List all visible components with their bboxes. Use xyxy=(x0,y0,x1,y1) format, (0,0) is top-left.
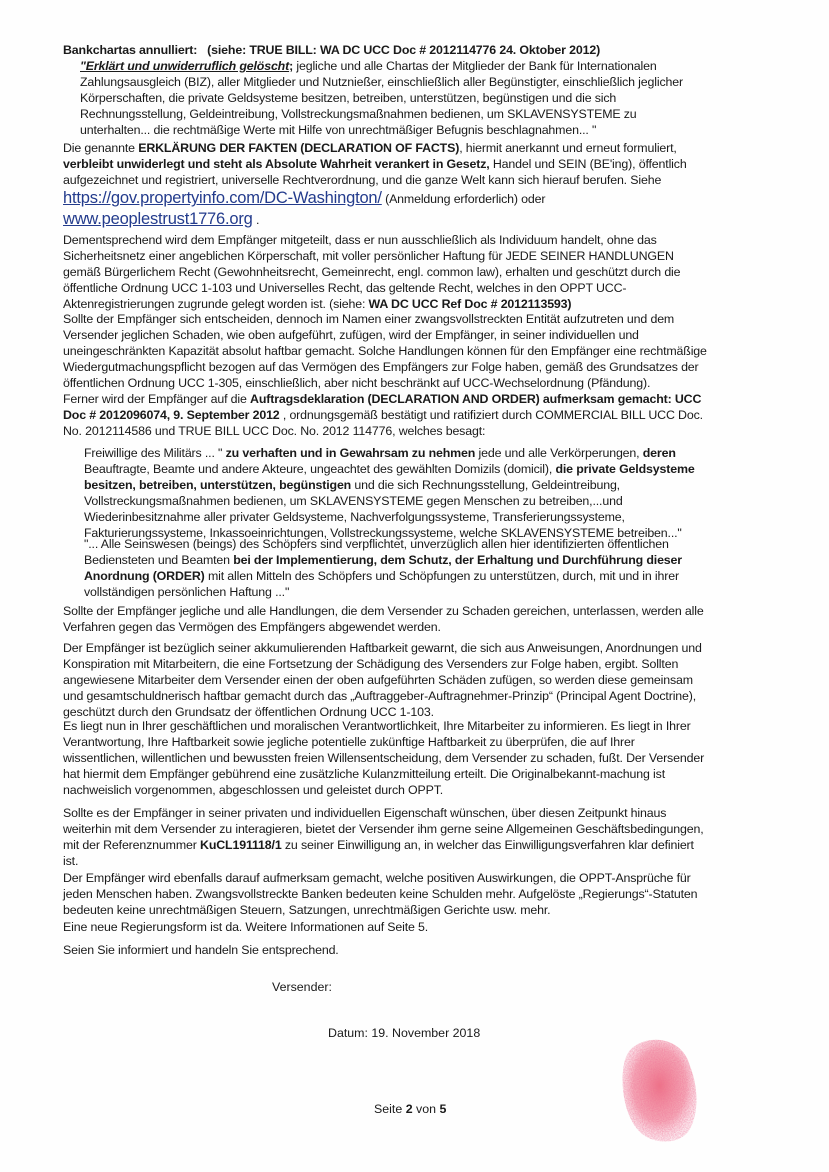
text: wissentlichen, willentlichen und bewussten freien Willensentscheidung, dem Versender zu schaden, fußt. Der Versender xyxy=(63,751,705,766)
page-footer xyxy=(374,1102,446,1116)
reference-number: KuCL191118/1 xyxy=(200,838,282,853)
text: gemäß Bürgerlichem Recht (Gewohnheitsrecht, Gemeinrecht, engl. common law), erhalten und geschützt durch die xyxy=(63,265,681,280)
text: Sollte der Empfänger sich entscheiden, dennoch im Namen einer zwangsvollstreckten Entität aufzutreten und dem xyxy=(63,312,675,326)
quote-all-beings xyxy=(84,536,764,600)
page-current: 2 xyxy=(405,1102,413,1116)
text: angewiesene Mitarbeiter dem Versender einen der oben aufgeführten Schäden zufügen, so werden diese gemeinsam xyxy=(63,673,693,688)
paragraph-be-informed: Seien Sie informiert und handeln Sie entsprechend. xyxy=(63,943,339,957)
text: Dementsprechend wird dem Empfänger mitgeteilt, dass er nun ausschließlich als Individuum handelt, ohne das xyxy=(63,233,657,247)
text: Beauftragte, Beamte und andere Akteure, ungeachtet des gewählten Domizils (domicil), xyxy=(84,462,556,477)
bold-text: Auftragsdeklaration (DECLARATION AND ORDER) aufmerksam gemacht: UCC xyxy=(250,392,702,406)
paragraph-declaration-and-order xyxy=(63,391,768,439)
bold-text: Anordnung (ORDER) xyxy=(84,569,205,584)
text: Wiederinbesitznahme aller privater Geldsysteme, Nachverfolgungssysteme, Transferierungssysteme, xyxy=(84,510,625,525)
fingerprint-icon xyxy=(618,1036,700,1146)
quote-line: Körperschaften, die private Geldsysteme besitzen, betreiben, unterstützen, begünstigen und die sich xyxy=(80,91,617,106)
page-total: 5 xyxy=(439,1102,447,1116)
text: (Anmeldung erforderlich) oder xyxy=(381,192,546,207)
paragraph-declaration-of-facts xyxy=(63,140,768,230)
quote-line: Zahlungsausgleich (BIZ), aller Mitglieder und Nutznießer, einschließlich aller Begünstigter, einschließlich jeglicher xyxy=(80,75,683,90)
text: Sicherheitsnetz einer angeblichen Körperschaft, mit voller persönlicher Haftung für JEDE SEINER HANDLUNGEN xyxy=(63,249,674,264)
text: uneingeschränkten Kapazität absolut haftbar gemacht. Solche Handlungen können für den Empfänger eine rechtmäßige xyxy=(63,344,707,359)
paragraph-new-government: Eine neue Regierungsform ist da. Weitere Informationen auf Seite 5. xyxy=(63,920,429,934)
text: , ordnungsgemäß bestätigt und ratifiziert durch COMMERCIAL BILL UCC Doc. xyxy=(279,408,703,423)
bold-text: verbleibt unwiderlegt und steht als Absolute Wahrheit verankert in Gesetz, xyxy=(63,157,490,172)
bold-text: zu verhaften und in Gewahrsam zu nehmen xyxy=(225,446,476,460)
text: Handel und SEIN (BE'ing), öffentlich xyxy=(489,157,687,172)
text: Verantwortung, Ihre Haftbarkeit sowie jegliche potentielle zukünftige Haftbarkeit zu überprüfen, die auf Ihrer xyxy=(63,735,635,750)
paragraph-accumulating-liability xyxy=(63,640,768,720)
paragraph-oppt-effects xyxy=(63,870,768,918)
text: bedeuten keine unrechtmäßigen Steuern, Satzungen, unrechtmäßigen Gerichte usw. mehr. xyxy=(63,903,551,918)
text: Der Empfänger wird ebenfalls darauf aufmerksam gemacht, welche positiven Auswirkungen, die OPPT-Ansprüche für xyxy=(63,871,691,885)
link-propertyinfo[interactable]: https://gov.propertyinfo.com/DC-Washington/ xyxy=(63,189,382,208)
text: vollständigen persönlichen Haftung ..." xyxy=(84,585,290,600)
quote-line: jegliche und alle Chartas der Mitglieder der Bank für Internationalen xyxy=(293,59,657,73)
paragraph-omit-actions xyxy=(63,603,768,635)
text: und gesamtschuldnerisch haftbar gemacht durch das „Auftraggeber-Auftragnehmer-Prinzip“ (Principal Agent Doctrine), xyxy=(63,689,697,704)
text: Sollte der Empfänger jegliche und alle Handlungen, die dem Versender zu Schaden gereichen, unterlassen, werden alle xyxy=(63,604,704,618)
text: und die sich Rechnungsstellung, Geldeintreibung, xyxy=(351,478,620,493)
text: geschützt durch den Grundsatz der öffentlichen Ordnung UCC 1-103. xyxy=(63,705,434,720)
quote-line: Rechnungsstellung, Geldeintreibung, Vollstreckungsmaßnahmen bedienen, um SKLAVENSYSTEME zu xyxy=(80,107,637,122)
paragraph-consent xyxy=(63,805,768,869)
text: zu seiner Einwilligung an, in welcher das Einwilligungsverfahren klar definiert xyxy=(281,838,694,853)
text: ist. xyxy=(63,854,79,869)
text: . xyxy=(252,213,260,228)
heading-reference: (siehe: TRUE BILL: WA DC UCC Doc # 2012114776 24. Oktober 2012) xyxy=(207,43,601,57)
text: Versender jeglichen Schaden, wie oben aufgeführt, zufügen, wird der Empfänger, in seiner individuellen und xyxy=(63,328,639,343)
of-word: von xyxy=(412,1102,440,1116)
text: öffentlichen Ordnung UCC 1-305, einschließlich, aber nicht beschränkt auf UCC-Wechselordnung (Pfändung). xyxy=(63,376,651,391)
text: Wiedergutmachungspflicht bezogen auf das Vermögen des Empfängers zur Folge haben, gemäß des Grundsatzes der xyxy=(63,360,699,375)
text: Aktenregistrierungen zugrunde gelegt worden ist. (siehe: xyxy=(63,297,369,312)
bold-text: WA DC UCC Ref Doc # 2012113593) xyxy=(368,297,572,312)
paragraph-individual-liability xyxy=(63,232,768,312)
bold-text: deren xyxy=(642,446,676,460)
text: mit allen Mitteln des Schöpfers und Schöpfungen zu unterstützen, durch, mit und in ihrer xyxy=(204,569,679,584)
text: öffentliche Ordnung UCC 1-103 und Universelles Recht, das geltende Recht, welches in den OPPT UCC- xyxy=(63,281,627,296)
text: Sollte es der Empfänger in seiner privaten und individuellen Eigenschaft wünschen, über diesen Zeitpunkt hinaus xyxy=(63,806,667,820)
quote-line: unterhalten... die rechtmäßige Werte mit Hilfe von unrechtmäßiger Befugnis beschlagnahmen... " xyxy=(80,123,597,138)
text: jeden Menschen haben. Zwangsvollstreckte Banken bedeuten keine Schulden mehr. Aufgelöste „Regierungs“-Statuten xyxy=(63,887,698,902)
text: weiterhin mit dem Versender zu interagieren, bietet der Versender ihm gerne seine Allgemeinen Geschäftsbedingungen, xyxy=(63,822,704,837)
bank-charters-heading xyxy=(63,42,768,58)
text: aufgezeichnet und registriert, universelle Rechtverordnung, und die ganze Welt kann sich hierauf berufen. Siehe xyxy=(63,173,662,188)
link-peoplestrust[interactable]: www.peoplestrust1776.org xyxy=(63,210,253,229)
quote-emphasis: "Erklärt und unwiderruflich gelöscht xyxy=(80,59,290,73)
text: No. 2012114586 und TRUE BILL UCC Doc. No. 2012 114776, welches besagt: xyxy=(63,424,486,439)
fingerprint-texture xyxy=(623,1040,697,1142)
text: Verfahren gegen das Vermögen des Empfängers abgewendet werden. xyxy=(63,620,441,635)
paragraph-responsibility xyxy=(63,718,768,798)
paragraph-foreclosed-entity xyxy=(63,311,768,391)
text: Es liegt nun in Ihrer geschäftlichen und moralischen Verantwortlichkeit, Ihre Mitarbeiter zu informieren. Es liegt in Ihrer xyxy=(63,719,691,733)
page-word: Seite xyxy=(374,1102,406,1116)
quote-semicolon: ; xyxy=(289,59,294,73)
text: nachweislich vorgenommen, abgeschlossen und geleistet durch OPPT. xyxy=(63,783,444,798)
text: Freiwillige des Militärs ... " xyxy=(84,446,226,460)
text: Vollstreckungsmaßnahmen bedienen, um SKLAVENSYSTEME gegen Menschen zu betreiben,...und xyxy=(84,494,623,509)
text: hat hiermit dem Empfänger gebührend eine zusätzliche Kulanzmitteilung erteilt. Die Originalbekannt-machung ist xyxy=(63,767,665,782)
quote-bis-charters xyxy=(80,58,770,138)
bold-text: bei der Implementierung, dem Schutz, der Erhaltung und Durchführung dieser xyxy=(233,553,682,568)
text: Die genannte xyxy=(63,141,139,155)
text: Bediensteten und Beamten xyxy=(84,553,234,568)
bold-text: die private Geldsysteme xyxy=(555,462,695,477)
heading-label: Bankchartas annulliert: xyxy=(63,43,198,57)
text: Ferner wird der Empfänger auf die xyxy=(63,392,251,406)
bold-text: Doc # 2012096074, 9. September 2012 xyxy=(63,408,280,423)
bold-text: ERKLÄRUNG DER FAKTEN (DECLARATION OF FACTS) xyxy=(138,141,460,155)
text: , hiermit anerkannt und erneut formuliert, xyxy=(459,141,677,155)
text: "... Alle Seinswesen (beings) des Schöpfers sind verpflichtet, unverzüglich allen hier identifizierten öffentlichen xyxy=(84,537,669,551)
quote-military-volunteers xyxy=(84,445,764,542)
text: Fakturierungssysteme, Inkassoeinrichtungen, Vollstreckungssysteme, welche SKLAVENSYSTEME betreiben..." xyxy=(84,526,682,541)
date-line: Datum: 19. November 2018 xyxy=(328,1026,481,1040)
text: mit der Referenznummer xyxy=(63,838,201,853)
text: jede und alle Verkörperungen, xyxy=(475,446,643,460)
bold-text: besitzen, betreiben, unterstützen, begünstigen xyxy=(84,478,352,493)
text: Der Empfänger ist bezüglich seiner akkumulierenden Haftbarkeit gewarnt, die sich aus Anweisungen, Anordnungen und xyxy=(63,641,702,655)
text: Konspiration mit Mitarbeitern, die eine Fortsetzung der Schädigung des Versenders zur Folge haben, ergibt. Sollten xyxy=(63,657,679,672)
sender-label: Versender: xyxy=(272,980,332,994)
